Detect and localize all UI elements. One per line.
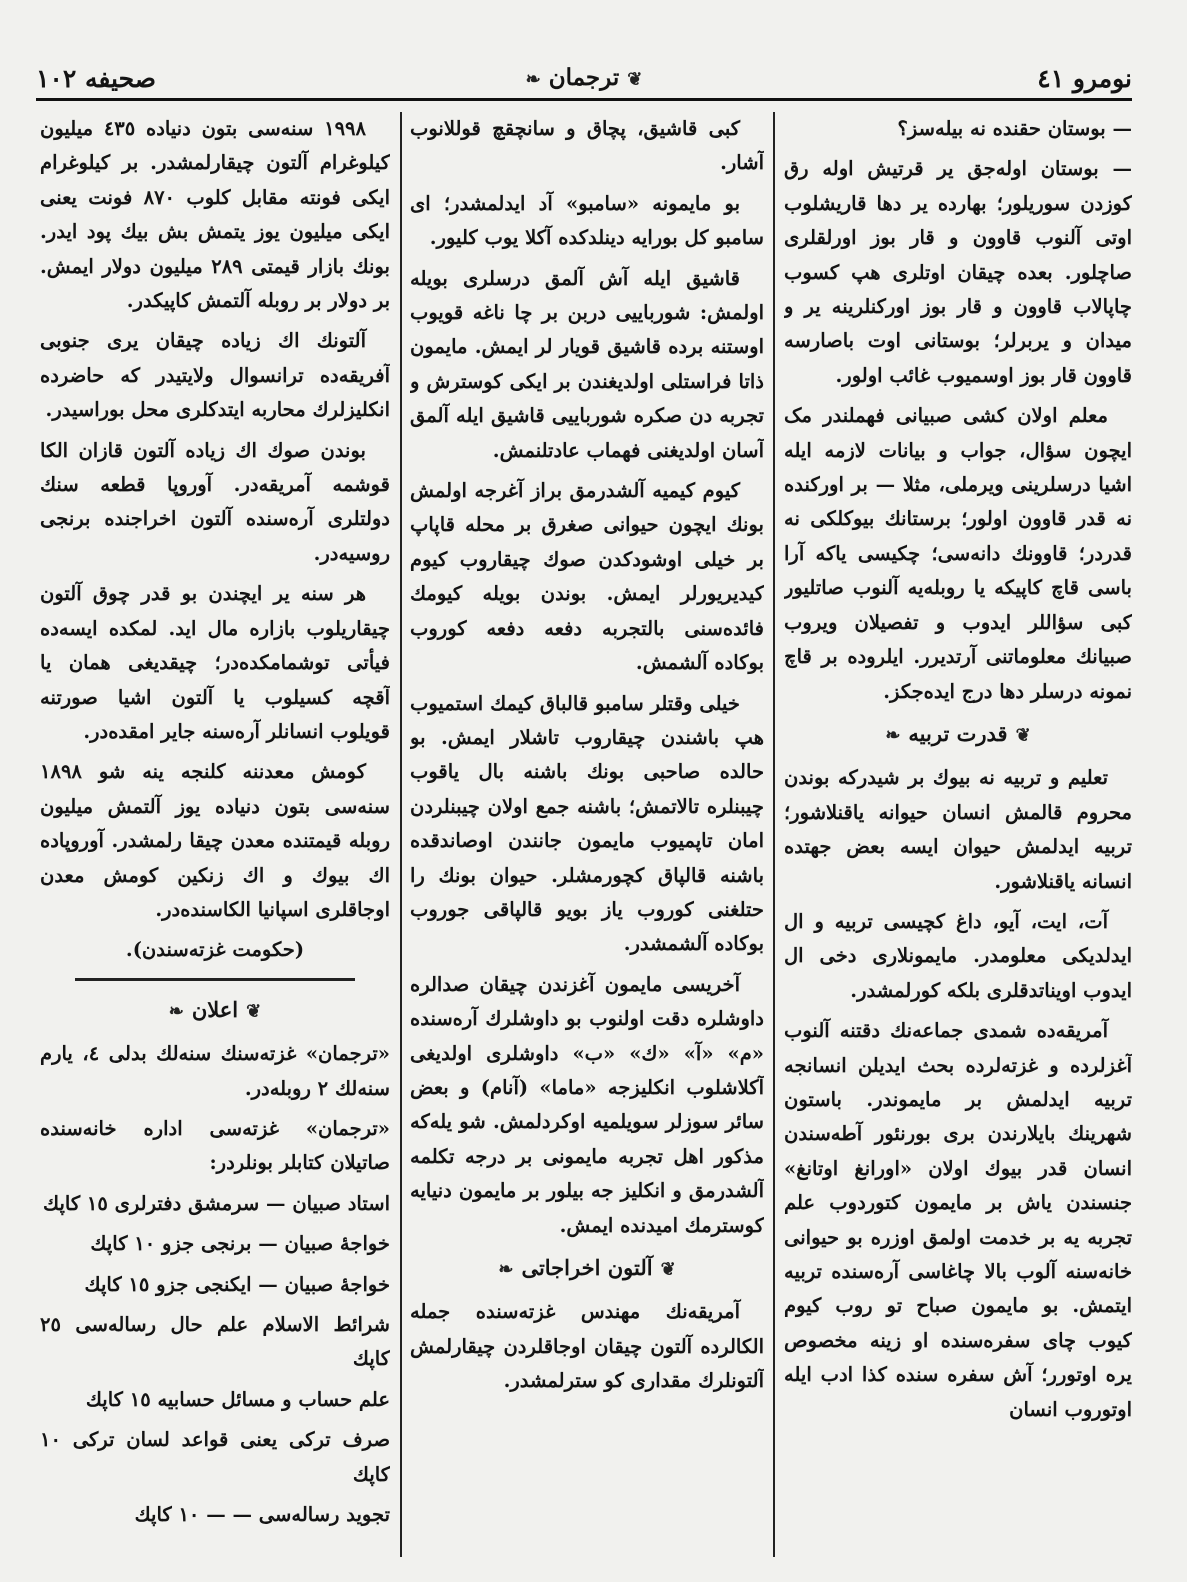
- paragraph: هر سنه یر ایچندن بو قدر چوق آلتون چیقاریلوب بازاره مال اید. لمکده ایسه‌ده فیأتی توشمامکده‌در؛ چیقدیغی همان یا آقچه کسیلوب یا آلتون اشیا صورتنه قویلوب انسانلر آره‌سنه جایر امقده‌در.: [40, 582, 390, 743]
- paragraph: تعلیم و تربیه نه بیوك بر شیدرکه بوندن محروم قالمش انسان حیوانه یاقنلاشور؛ تربیه ایدلمش حیوان ایسه بعض جهتده انسانه یاقنلاشور.: [784, 766, 1132, 893]
- ornament-icon: ❦: [660, 1259, 676, 1280]
- section-title: ❦آلتون اخراجاتی❧: [410, 1251, 764, 1287]
- ad-line: تجوید رساله‌سی — — ١٠ کاپك: [134, 1503, 390, 1527]
- paragraph: کیوم کیمیه آلشدرمق براز آغرجه اولمش بونك ایچون حیوانی صغرق بر محله قاپاپ بر خیلی اوشودکدن صوك چیقاروب کیوم کیدیریورلر ایمش. بوندن بویله کیومك فائده‌سنی بالتجربه دفعه دفعه کوروب بوکاده آلشمش.: [410, 479, 764, 675]
- header-rule: [36, 98, 1132, 101]
- paragraph: آخریسی مایمون آغزندن چیقان صدالره داوشلره دقت اولنوب بو داوشلرك آره‌سنده «م» «آ» «ك» «ب» داوشلری اولدیغی آکلاشلوب انکلیزجه «ماما» (آنام) و بعض سائر سوزلر سویلمیه اوکردلمش. شو یله‌که مذکور اهل تجربه مایمونی بر درجه تکلمه آلشدرمق و انکلیز جه بیلور بر مایمون دنیایه کوسترمك امیدنده ایمش.: [410, 972, 764, 1237]
- page-header: [36, 58, 1132, 96]
- section-title: ❦قدرت تربیه❧: [784, 717, 1132, 753]
- paragraph: کبی قاشیق، پچاق و سانچقچ قوللانوب آشار.: [410, 117, 764, 175]
- column-divider: [773, 112, 775, 1557]
- paragraph: آمریقه‌ده شمدی جماعه‌نك دقتنه آلنوب آغزلرده و غزته‌لرده بحث ایدیلن انسانجه تربیه ایدلمش بر مایموندر. باستون شهرینك بایلارندن بری بورنئور آطه‌سندن انسان قدر بیوك اولان «اورانغ اوتانغ» جنسندن یاش بر مایمون کتوردوب علم تجربه یه بر خدمت اولمق اوزره بو حیوانی خانه‌سنه آلوب بالا چاغاسی آره‌سنده تربیه ایتمش. بو مایمون صباح تو روب کیوم کیوب چای سفره‌سنده او زینه مخصوص یره اوتورر؛ آش سفره سنده کذا ادب ایله اوتوروب انسان: [784, 1019, 1132, 1421]
- paragraph: بوندن صوك اك زیاده آلتون قازان الکا قوشمه آمریقه‌در. آوروپا قطعه سنك دولتلری آره‌سنده آلتون اخراجنده برنجی روسیه‌در.: [40, 438, 390, 565]
- paragraph: آمریقه‌نك مهندس غزته‌سنده جمله الکالرده آلتون چیقان اوجاقلردن چیقارلمش آلتونلرك مقداری کو سترلمشدر.: [410, 1300, 764, 1393]
- ornament-icon: ❦: [246, 1000, 262, 1022]
- ad-line: «ترجمان» غزته‌سنك سنه‌لك بدلی ٤، یارم سنه‌لك ٢ روبله‌در.: [40, 1042, 390, 1100]
- paragraph: بو مایمونه «سامبو» آد ایدلمشدر؛ ای سامبو کل بورایه دینلدکده آکلا یوب کلیور.: [410, 191, 764, 250]
- paragraph: معلم اولان کشی صبیانی فهملندر مک ایچون سؤال، جواب و بیانات لازمه ایله اشیا درسلرینی ویرملی، مثلا — بر اورکنده نه قدر قاوون اولور؛ برستانك بیوکلکی نه قدردر؛ قاوونك دانه‌سی؛ چکیسی یاکه آرا باسی قاچ کاپیکه یا روبله‌یه آلنوب صاتلیور کبی سؤاللر ایدوب و تفصیلان ویروب صبیانك معلوماتنی آرتدیرر. ایلروده بر قاچ نمونه درسلر دها درج ایده‌جکز.: [784, 404, 1132, 703]
- ad-line: صرف ترکی یعنی قواعد لسان ترکی ١٠ کاپك: [40, 1428, 390, 1486]
- paragraph: — بوستان حقنده نه بیله‌سز؟: [897, 117, 1132, 140]
- ornament-icon: ❦: [1015, 724, 1031, 746]
- masthead-title: ترجمان: [548, 64, 620, 91]
- ornament-icon: ❧: [168, 1000, 184, 1022]
- column-left: [40, 112, 390, 1557]
- section-rule: [75, 978, 355, 981]
- paragraph: قاشیق ایله آش آلمق درسلری بویله اولمش: شورباییی دربن بر چا ناغه قویوب اوستنه برده قاشیق قویار لر ایمش. مایمون ذاتا فراستلی اولدیغندن بر ایکی کوسترش و تجربه دن صکره شورباییی قاشیق ایله آلمق آسان اولدیغنی فهماب عادتلنمش.: [410, 266, 764, 462]
- masthead: [36, 64, 1132, 91]
- ornament-icon: ❧: [525, 69, 541, 90]
- ornament-icon: ❦: [627, 69, 643, 90]
- issue-number: نومرو ٤١: [1037, 64, 1132, 93]
- paragraph: — بوستان اوله‌جق یر قرتیش اوله رق کوزدن سوریلور؛ بهارده یر دها قاریشلوب اوتی آلنوب قاوون و قار بوز اورلقلری صاچلور. بعده چیقان اوتلری هپ کسوب چاپالاب قاوون و قار بوز اورکنلرینه یر و میدان و یربرلر؛ بوستانی اوت باصارسه قاوون قار بوز اوسمیوب غائب اولور.: [784, 157, 1132, 387]
- page-number: صحیفه ١٠٢: [36, 64, 156, 93]
- paragraph: آت، ایت، آیو، داغ کچیسی تربیه و ال ایدلدیکی معلومدر. مایمونلاری دخی ال ایدوب اویناتدقلری بلکه کورلمشدر.: [784, 909, 1132, 1002]
- ad-line: استاد صبیان — سرمشق دفترلری ١٥ کاپك: [43, 1191, 390, 1215]
- paragraph: خیلی وقتلر سامبو قالباق کیمك استمیوب هپ باشندن چیقاروب تاشلار ایمش. بو حالده صاحبی بونك باشنه بال یاقوب چیبنلره تالاتمش؛ باشنه جمع اولان چیبنلردن امان تاپمیوب مایمون جانندن اوصاندقده باشنه قالپاق کچورمشلر. حیوان بونك را حتلغنی کوروب یاز بویو قالپاقی جوروب بوکاده آلشمشدر.: [410, 691, 764, 956]
- column-middle: [410, 112, 764, 1557]
- column-divider: [400, 112, 402, 1557]
- ad-title: ❦اعلان❧: [40, 993, 390, 1029]
- column-right: [784, 112, 1132, 1557]
- source-credit: (حکومت غزته‌سندن).: [125, 938, 305, 962]
- ad-line: «ترجمان» غزته‌سی اداره خانه‌سنده صاتیلان کتابلر بونلردر:: [40, 1116, 390, 1175]
- ad-line: علم حساب و مسائل حسابیه ١٥ کاپك: [85, 1387, 390, 1411]
- ad-line: خواجهٔ صبیان — برنجی جزو ١٠ کاپك: [90, 1232, 390, 1256]
- paragraph: ١٩٩٨ سنه‌سی بتون دنیاده ٤٣٥ میلیون کیلوغرام آلتون چیقارلمشدر. بر کیلوغرام ایکی فونته مقابل کلوب ٨٧٠ فونت یعنی ایکی میلیون یوز یتمش بش بیك پود ایدر. بونك بازار قیمتی ٢٨٩ میلیون دولار ایمش. بر دولار بر روبله آلتمش کاپیکدر.: [40, 117, 390, 313]
- ad-line: شرائط الاسلام علم حال رساله‌سی ٢٥ کاپك: [40, 1313, 390, 1371]
- ornament-icon: ❧: [885, 724, 901, 746]
- paragraph: کومش معدننه کلنجه ینه شو ١٨٩٨ سنه‌سی بتون دنیاده یوز آلتمش میلیون روبله قیمتنده معدن چیقا رلمشدر. آوروپاده اك بیوك و اك زنکین کومش معدن اوجاقلری اسپانیا الکاسنده‌در.: [40, 760, 390, 921]
- ad-line: خواجهٔ صبیان — ایکنجی جزو ١٥ کاپك: [84, 1272, 390, 1296]
- paragraph: آلتونك اك زیاده چیقان یری جنوبی آفریقه‌ده ترانسوال ولایتیدر که حاضرده انکلیزلرك محاربه ایتدکلری محل بوراسیدر.: [40, 329, 390, 422]
- ornament-icon: ❧: [498, 1259, 514, 1280]
